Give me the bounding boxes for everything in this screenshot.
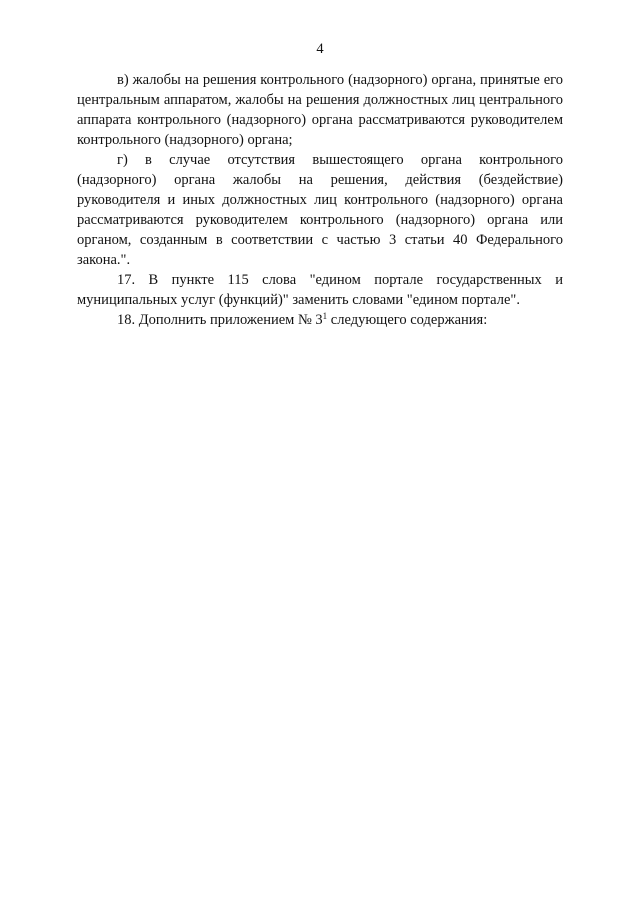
paragraph-item-g: г) в случае отсутствия вышестоящего органа контрольного (надзорного) органа жалобы на решения, действия (бездействие) руководителя и иных должностных лиц контрольного (надзорного) органа рассматриваются руководителем контрольного (надзорного) органа или органом, созданным в соответствии с частью 3 статьи 40 Федерального закона.". (77, 152, 563, 268)
document-body (77, 70, 563, 330)
paragraph-point-17: 17. В пункте 115 слова "едином портале государственных и муниципальных услуг (функций)" заменить словами "едином портале". (77, 272, 563, 308)
page-number: 4 (316, 41, 324, 57)
paragraph-point-18-text: 18. Дополнить приложением № 3 (117, 312, 323, 328)
appendix-number-superscript: 1 (322, 311, 328, 321)
paragraph-point-18 (77, 310, 563, 330)
paragraph-point-18-text-end: следующего содержания: (327, 312, 488, 328)
paragraph-item-v: в) жалобы на решения контрольного (надзорного) органа, принятые его центральным аппаратом, жалобы на решения должностных лиц центрального аппарата контрольного (надзорного) органа рассматриваются руководителем контрольного (надзорного) органа; (77, 72, 563, 148)
